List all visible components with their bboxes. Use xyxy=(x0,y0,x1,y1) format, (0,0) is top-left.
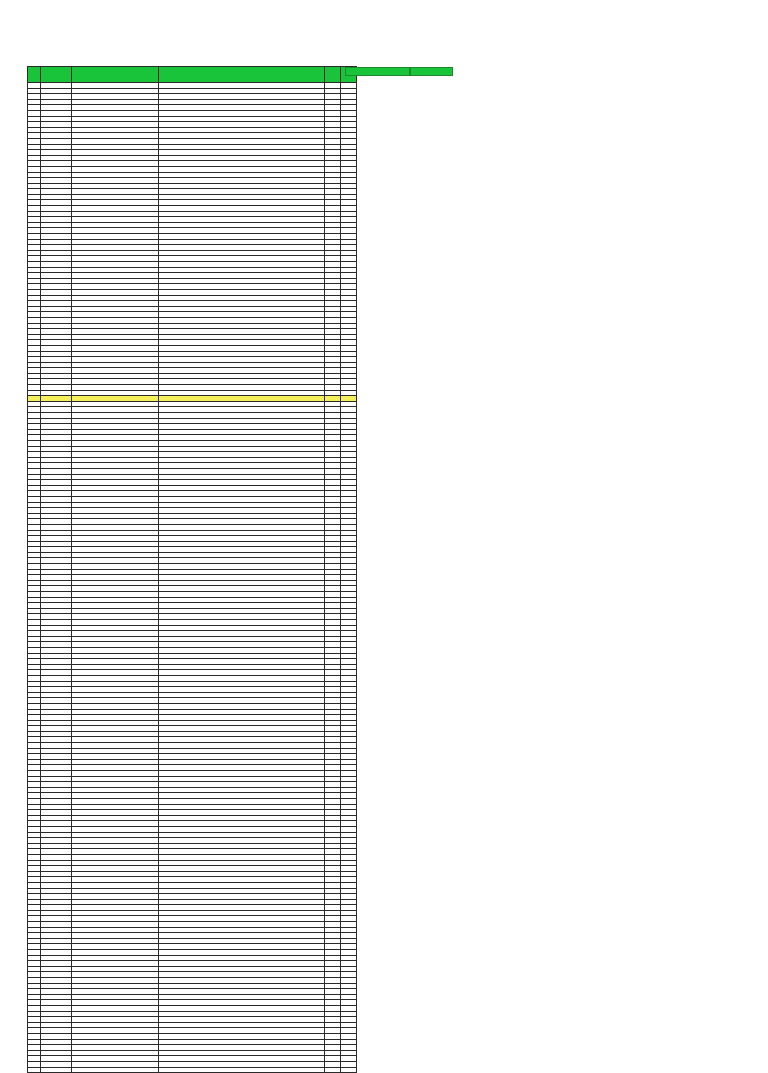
table-cell-mat[interactable] xyxy=(40,1067,72,1073)
table-cell-um[interactable] xyxy=(325,1067,341,1073)
table-cell-qty[interactable] xyxy=(341,1067,357,1073)
table-cell-cd[interactable] xyxy=(28,1067,41,1073)
table-body xyxy=(28,83,357,1073)
table-cell-descripcion-larga[interactable] xyxy=(158,1067,325,1073)
table-cell-texto-breve[interactable] xyxy=(72,1067,158,1073)
col-header-mat[interactable] xyxy=(40,67,72,83)
table-header xyxy=(28,67,357,83)
table-row xyxy=(28,1067,357,1073)
col-header-texto-breve[interactable] xyxy=(72,67,158,83)
spreadsheet xyxy=(27,66,357,1073)
col-header-descripcion-larga[interactable] xyxy=(158,67,325,83)
side-label-box-2[interactable] xyxy=(410,67,453,76)
col-header-um[interactable] xyxy=(325,67,341,83)
header-row xyxy=(28,67,357,83)
data-table xyxy=(27,66,357,1073)
side-label-box-1[interactable] xyxy=(345,67,410,76)
col-header-cd[interactable] xyxy=(28,67,41,83)
